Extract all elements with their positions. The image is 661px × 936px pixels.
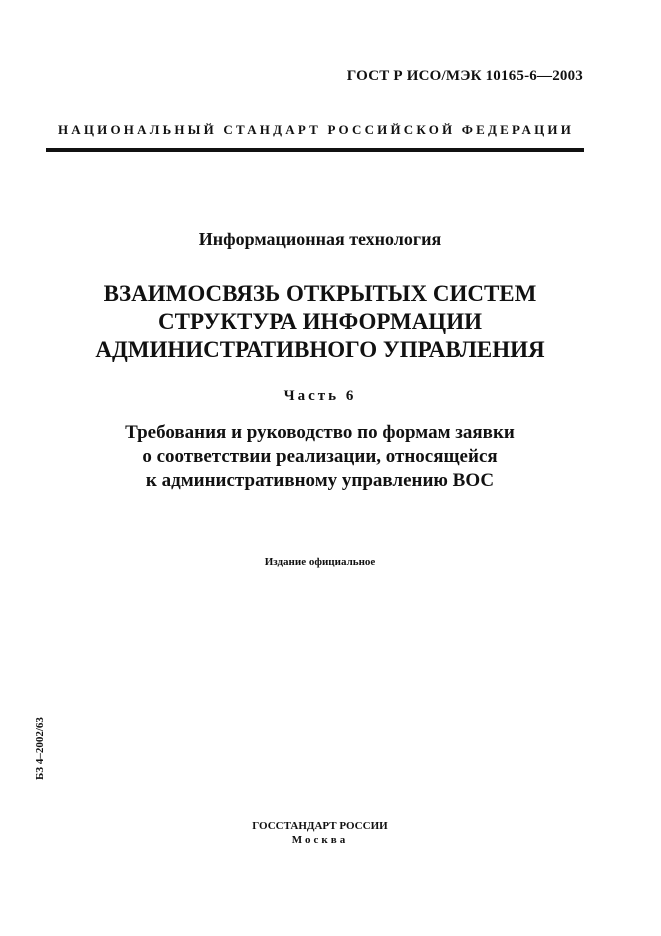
part-title-line: к административному управлению ВОС <box>145 470 495 491</box>
standard-designation: ГОСТ Р ИСО/МЭК 10165-6—2003 <box>346 68 583 84</box>
heading-divider <box>46 148 584 152</box>
main-title-line: СТРУКТУРА ИНФОРМАЦИИ <box>158 309 482 334</box>
part-title-line: о соответствии реализации, относящейся <box>142 446 498 467</box>
part-title-line: Требования и руководство по формам заявки <box>125 422 515 443</box>
publisher-city: Москва <box>291 834 349 846</box>
document-main-title <box>20 280 620 364</box>
part-label: Часть 6 <box>283 388 357 404</box>
part-title <box>20 421 620 493</box>
edition-note: Издание официальное <box>264 556 376 568</box>
document-subject: Информационная технология <box>198 229 442 249</box>
main-title-line: АДМИНИСТРАТИВНОГО УПРАВЛЕНИЯ <box>95 337 545 362</box>
publisher-name: ГОССТАНДАРТ РОССИИ <box>252 820 388 832</box>
catalog-code: БЗ 4–2002/63 <box>34 717 46 780</box>
standard-type-heading: НАЦИОНАЛЬНЫЙ СТАНДАРТ РОССИЙСКОЙ ФЕДЕРАЦИИ <box>57 122 575 137</box>
main-title-line: ВЗАИМОСВЯЗЬ ОТКРЫТЫХ СИСТЕМ <box>103 281 537 306</box>
